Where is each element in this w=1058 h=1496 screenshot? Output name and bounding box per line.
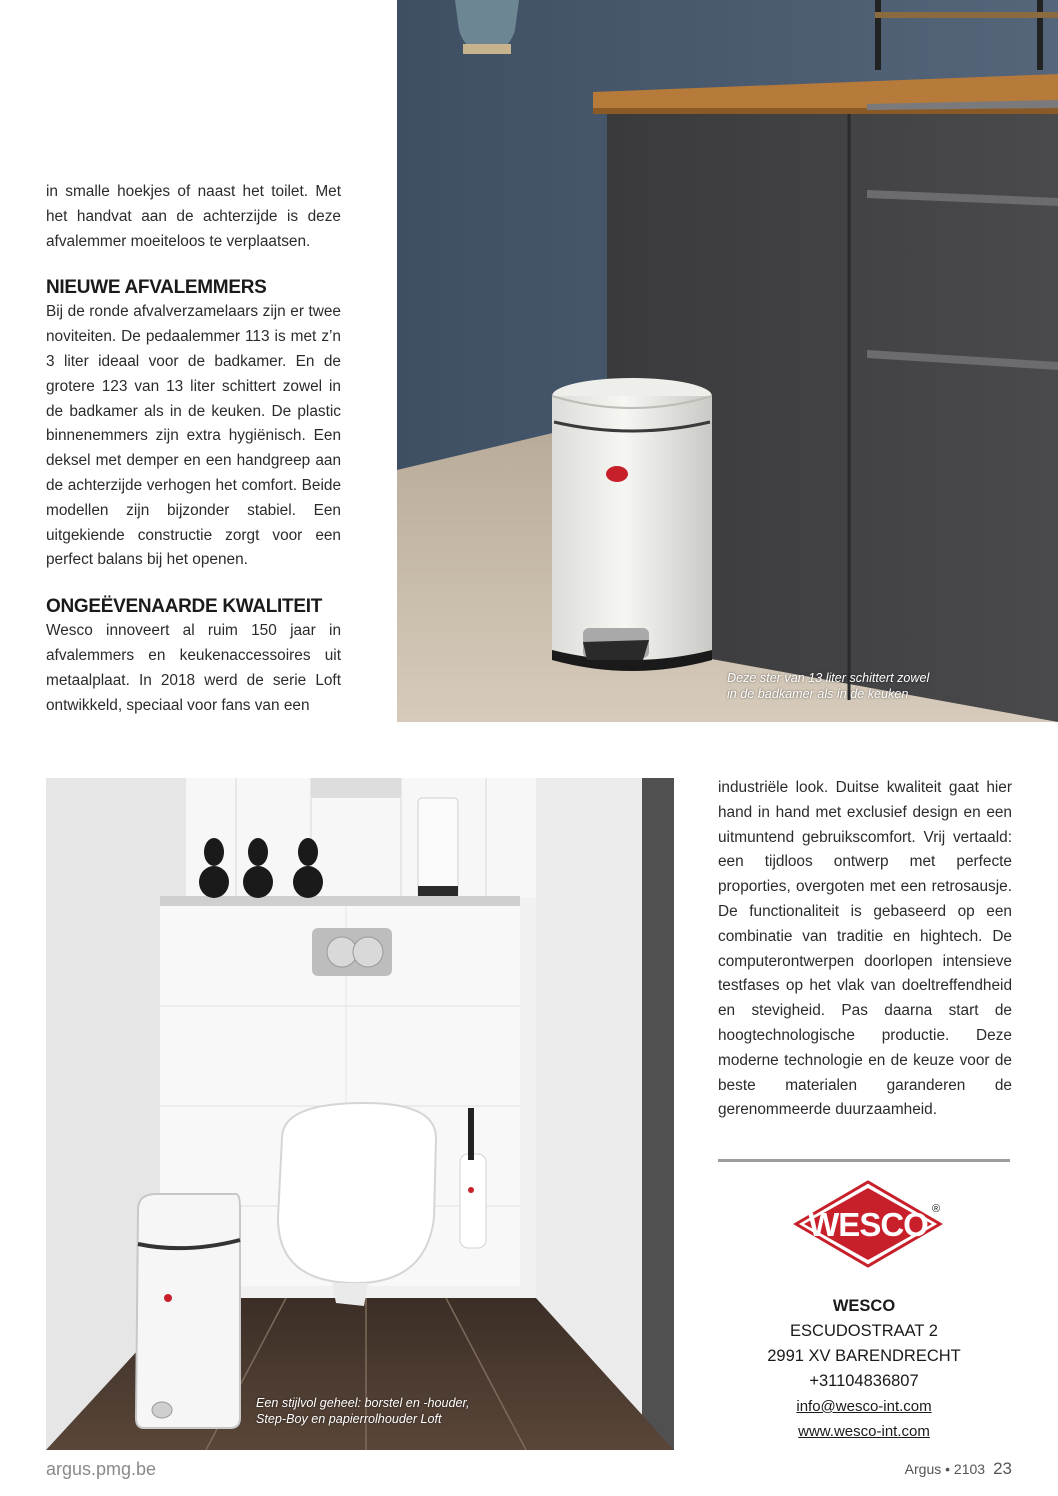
contact-city: 2991 XV BARENDRECHT	[767, 1347, 961, 1365]
contact-email-link[interactable]: info@wesco-int.com	[796, 1398, 932, 1415]
registered-mark: ®	[931, 1203, 941, 1215]
section-body-nieuwe-afvalemmers: Bij de ronde afvalverzamelaars zijn er twee noviteiten. De pedaalemmer 113 is met z’n 3 liter ideaal voor de badkamer. En de grotere 123 van 13 liter schittert zowel in de badkamer als in de keuken. De plastic binnenemmers zijn extra hygiënisch. Een deksel met demper en een handgreep aan de achterzijde verhogen het comfort. Beide modellen zijn bijzonder stabiel. Een uitgekiende constructie zorgt voor een perfect balans bij het openen.	[46, 303, 341, 569]
contact-name: WESCO	[832, 1297, 896, 1315]
kitchen-scene	[397, 0, 1058, 722]
section-heading-kwaliteit: ONGEËVENAARDE KWALITEIT	[46, 596, 323, 618]
contact-street: ESCUDOSTRAAT 2	[790, 1322, 938, 1340]
contact-website-link[interactable]: www.wesco-int.com	[798, 1423, 930, 1440]
article-column-2	[718, 776, 1012, 1123]
wesco-logo	[790, 1178, 950, 1270]
photo-bottom-caption-line-2: Step-Boy en papierrolhouder Loft	[256, 1412, 442, 1426]
photo-bathroom-toilet	[46, 778, 674, 1450]
photo-top-caption-line-1: Deze ster van 13 liter schittert zowel	[727, 671, 930, 685]
footer-issue-label: Argus • 2103	[904, 1461, 986, 1477]
photo-bottom-caption-line-1: Een stijlvol geheel: borstel en -houder,	[256, 1396, 470, 1410]
photo-top-caption	[727, 670, 929, 702]
contact-phone: +31104836807	[809, 1372, 919, 1390]
photo-bottom-caption	[256, 1395, 470, 1427]
wesco-logo-text: WESCO	[808, 1206, 928, 1243]
page-number: 23	[993, 1459, 1012, 1478]
photo-top-caption-line-2: in de badkamer als in de keuken	[727, 687, 909, 701]
intro-paragraph: in smalle hoekjes of naast het toilet. Met het handvat aan de achterzijde is deze afvalemmer moeiteloos te verplaatsen.	[46, 183, 341, 250]
section-heading-nieuwe-afvalemmers: NIEUWE AFVALEMMERS	[46, 277, 267, 299]
divider-rule	[718, 1159, 1010, 1162]
bathroom-scene	[46, 778, 674, 1450]
photo-kitchen-pedal-bin	[397, 0, 1058, 722]
article-column-1	[46, 180, 341, 718]
footer-issue	[905, 1459, 1012, 1479]
section-body-kwaliteit: Wesco innoveert al ruim 150 jaar in afvalemmers en keukenaccessoires uit metaalplaat. In 2018 werd de serie Loft ontwikkeld, speciaal voor fans van een	[46, 622, 341, 714]
contact-block	[718, 1294, 1010, 1444]
footer-site: argus.pmg.be	[46, 1459, 157, 1479]
column-2-paragraph: industriële look. Duitse kwaliteit gaat hier hand in hand met exclusief design en een uitmuntend gebruikscomfort. Vrij vertaald: een tijdloos ontwerp met perfecte proporties, overgoten met een retrosausje. De functionaliteit is gebaseerd op een combinatie van traditie en hightech. De computerontwerpen doorlopen intensieve testfases op het vlak van doeltreffendheid en stevigheid. Pas daarna start de hoogtechnologische productie. Deze moderne technologie en de keuze voor de beste materialen garanderen de gerenommeerde duurzaamheid.	[718, 779, 1012, 1119]
